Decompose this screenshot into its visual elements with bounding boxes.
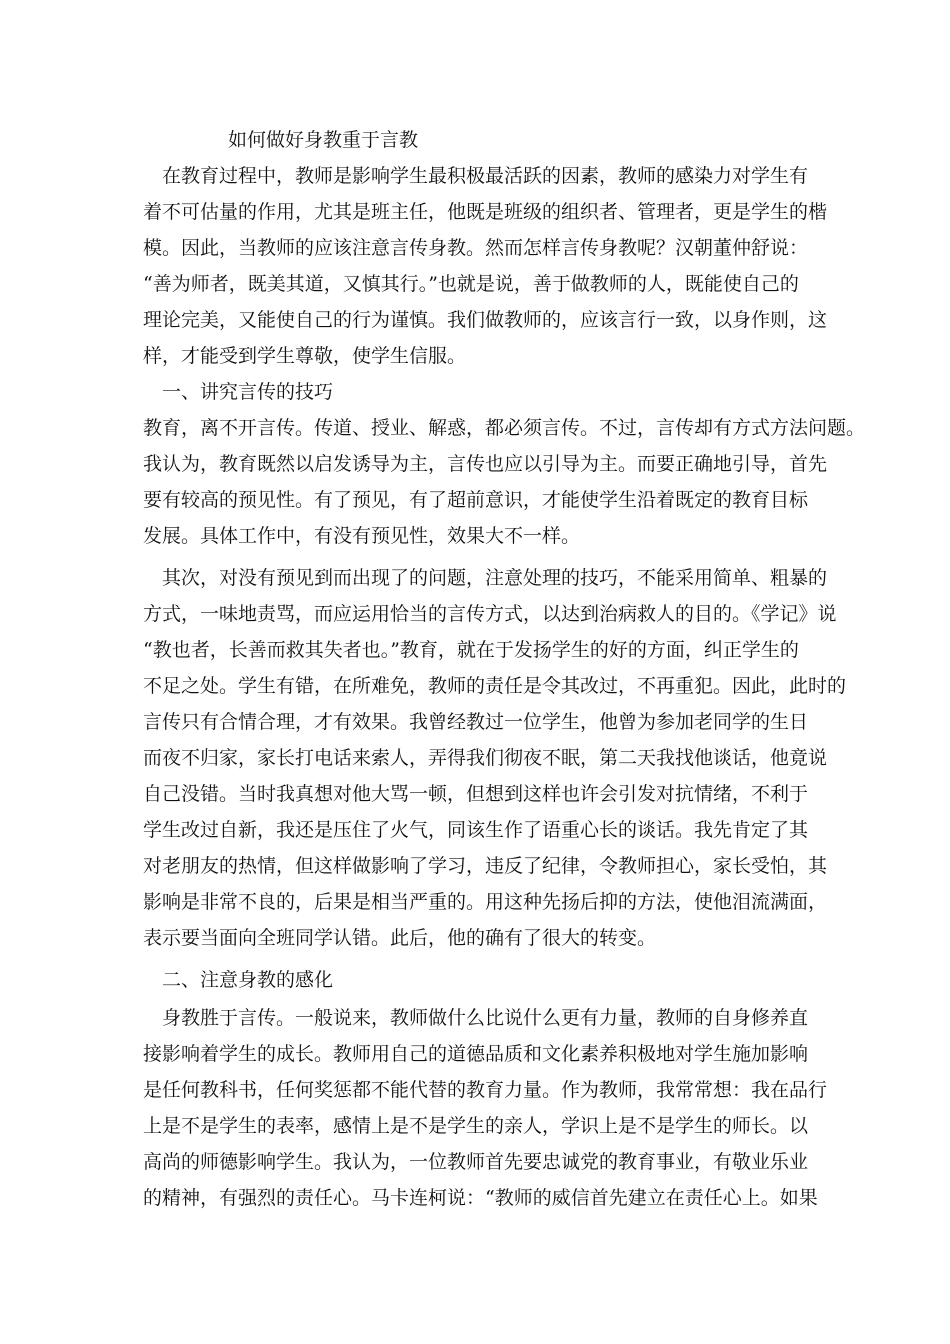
paragraph-line: “善为师者，既美其道，又慎其行。”也就是说，善于做教师的人，既能使自己的 <box>143 273 799 295</box>
paragraph-line: 要有较高的预见性。有了预见，有了超前意识，才能使学生沿着既定的教育目标 <box>143 489 809 511</box>
paragraph-line: 自己没错。当时我真想对他大骂一顿，但想到这样也许会引发对抗情绪，不利于 <box>143 783 809 805</box>
paragraph-line: 表示要当面向全班同学认错。此后，他的确有了很大的转变。 <box>143 927 657 949</box>
paragraph-line: 不足之处。学生有错，在所难免，教师的责任是令其改过，不再重犯。因此，此时的 <box>143 675 847 697</box>
paragraph-line: 理论完美，又能使自己的行为谨慎。我们做教师的，应该言行一致，以身作则，这 <box>143 309 828 331</box>
paragraph-line: 影响是非常不良的，后果是相当严重的。用这种先扬后抑的方法，使他泪流满面， <box>143 891 828 913</box>
paragraph-line: 发展。具体工作中，有没有预见性，效果大不一样。 <box>143 525 581 547</box>
paragraph-line: 样，才能受到学生尊敬，使学生信服。 <box>143 345 467 367</box>
section-heading: 二、注意身教的感化 <box>162 969 334 991</box>
paragraph-line: 对老朋友的热情，但这样做影响了学习，违反了纪律，令教师担心，家长受怕，其 <box>143 855 828 877</box>
paragraph-line: 接影响着学生的成长。教师用自己的道德品质和文化素养积极地对学生施加影响 <box>143 1043 809 1065</box>
paragraph-line: 其次，对没有预见到而出现了的问题，注意处理的技巧，不能采用简单、粗暴的 <box>162 567 828 589</box>
paragraph-line: 是任何教科书，任何奖惩都不能代替的教育力量。作为教师，我常常想：我在品行 <box>143 1079 828 1101</box>
document-title: 如何做好身教重于言教 <box>228 129 419 151</box>
paragraph-line: “教也者，长善而救其失者也。”教育，就在于发扬学生的好的方面，纠正学生的 <box>143 639 799 661</box>
paragraph-line: 学生改过自新，我还是压住了火气，同该生作了语重心长的谈话。我先肯定了其 <box>143 819 809 841</box>
paragraph-line: 在教育过程中，教师是影响学生最积极最活跃的因素，教师的感染力对学生有 <box>162 165 809 187</box>
paragraph-line: 我认为，教育既然以启发诱导为主，言传也应以引导为主。而要正确地引导，首先 <box>143 453 828 475</box>
paragraph-line: 言传只有合情合理，才有效果。我曾经教过一位学生，他曾为参加老同学的生日 <box>143 711 809 733</box>
paragraph-line: 而夜不归家，家长打电话来索人，弄得我们彻夜不眠，第二天我找他谈话，他竟说 <box>143 747 828 769</box>
paragraph-line: 方式，一味地责骂，而应运用恰当的言传方式，以达到治病救人的目的。《学记》说 <box>143 603 837 625</box>
paragraph-line: 教育，离不开言传。传道、授业、解惑，都必须言传。不过，言传却有方式方法问题。 <box>143 417 866 439</box>
section-heading: 一、讲究言传的技巧 <box>162 381 334 403</box>
paragraph-line: 高尚的师德影响学生。我认为，一位教师首先要忠诚党的教育事业，有敬业乐业 <box>143 1151 809 1173</box>
paragraph-line: 上是不是学生的表率，感情上是不是学生的亲人，学识上是不是学生的师长。以 <box>143 1115 809 1137</box>
paragraph-line: 着不可估量的作用，尤其是班主任，他既是班级的组织者、管理者，更是学生的楷 <box>143 201 828 223</box>
paragraph-line: 身教胜于言传。一般说来，教师做什么比说什么更有力量，教师的自身修养直 <box>162 1007 809 1029</box>
paragraph-line: 的精神，有强烈的责任心。马卡连柯说：“教师的威信首先建立在责任心上。如果 <box>143 1187 818 1209</box>
paragraph-line: 模。因此，当教师的应该注意言传身教。然而怎样言传身教呢？汉朝董仲舒说： <box>143 237 809 259</box>
